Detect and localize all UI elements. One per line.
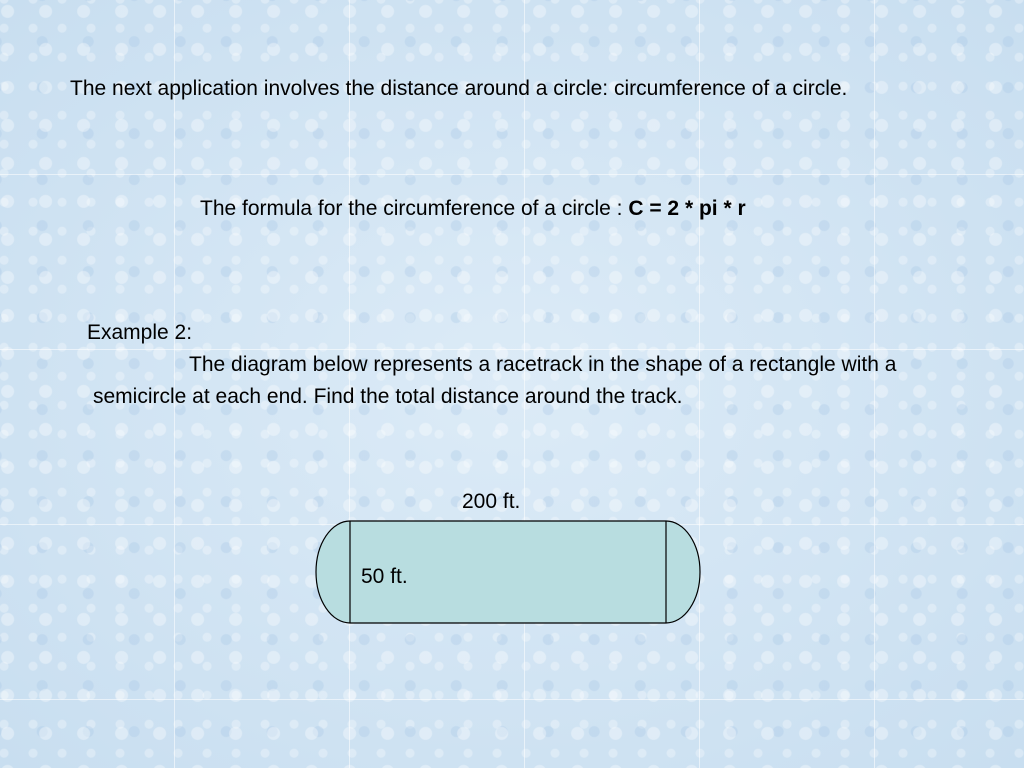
formula-expression: C = 2 * pi * r (628, 197, 746, 220)
track-length-label: 200 ft. (462, 490, 521, 513)
track-width-label: 50 ft. (361, 565, 408, 588)
example-description: The diagram below represents a racetrack in the shape of a rectangle with a semicircle at each end. Find the total distance around the track. (93, 353, 897, 408)
formula-line (200, 193, 746, 225)
intro-text: The next application involves the distance around a circle: circumference of a circle. (70, 77, 848, 100)
example-title: Example 2: (87, 321, 193, 344)
formula-prefix: The formula for the circumference of a circle : (200, 197, 629, 220)
